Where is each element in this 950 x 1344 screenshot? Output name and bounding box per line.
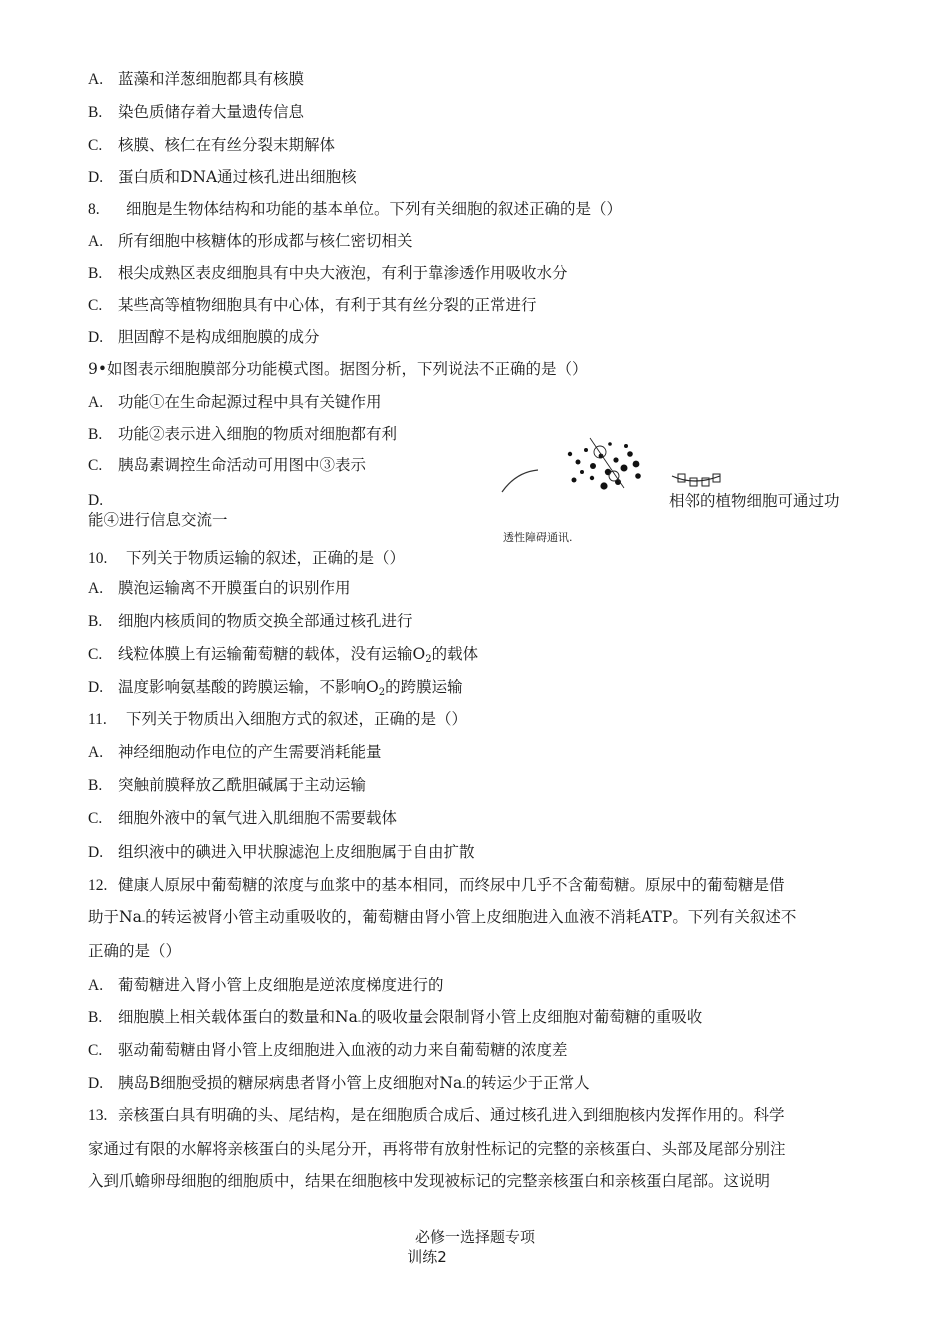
option-text: 葡萄糖进入肾小管上皮细胞是逆浓度梯度进行的 <box>118 976 444 994</box>
q11-option-d <box>88 842 475 863</box>
option-letter: A. <box>88 744 104 761</box>
option-letter: B. <box>88 104 103 121</box>
question-text: 家通过有限的水解将亲核蛋白的头尾分开，再将带有放射性标记的完整的亲核蛋白、头部及尾部分别注 <box>88 1140 786 1158</box>
q8-option-c <box>88 295 537 316</box>
q7-option-c <box>88 135 335 156</box>
question-text: 助于Na <box>88 908 142 926</box>
option-text: 胰岛素调控生命活动可用图中③表示 <box>118 456 367 474</box>
ion-mark: - <box>141 916 146 927</box>
q11-option-c <box>88 808 397 829</box>
ion-mark: - <box>357 1016 362 1027</box>
question-text: 亲核蛋白具有明确的头、尾结构，是在细胞质合成后、通过核孔进入到细胞核内发挥作用的。科学 <box>118 1106 785 1124</box>
option-letter: C. <box>88 137 103 154</box>
q7-option-d <box>88 167 357 188</box>
option-letter: C. <box>88 457 103 474</box>
figure-caption: 透性障碍通讯. <box>503 531 573 544</box>
option-letter: B. <box>88 777 103 794</box>
option-text: 温度影响氨基酸的跨膜运输，不影响O <box>118 678 379 696</box>
option-letter: C. <box>88 1042 103 1059</box>
option-letter: A. <box>88 977 104 994</box>
subscript: 2 <box>425 654 432 665</box>
q12-stem-line1 <box>88 875 785 896</box>
option-letter: A. <box>88 71 104 88</box>
option-letter: D. <box>88 169 104 186</box>
footer-subtitle: 训练2 <box>407 1248 447 1266</box>
q9-option-d-text: 相邻的植物细胞可通过功 <box>669 492 840 510</box>
question-text: 正确的是（） <box>88 942 182 960</box>
particle-cluster <box>568 442 641 489</box>
option-letter: C. <box>88 810 103 827</box>
q12-option-d <box>88 1073 590 1098</box>
option-text: 功能①在生命起源过程中具有关键作用 <box>118 393 382 411</box>
question-number: 13. <box>88 1107 108 1124</box>
q13-stem-line3 <box>88 1171 770 1191</box>
option-letter: D. <box>88 1075 104 1092</box>
q10-stem <box>88 548 405 569</box>
q9-option-d-continued <box>88 510 228 530</box>
question-text-end: 的转运被肾小管主动重吸收的，葡萄糖由肾小管上皮细胞进入血液不消耗ATP。下列有关叙述不 <box>145 908 797 926</box>
q10-option-a <box>88 578 351 599</box>
option-letter: C. <box>88 297 103 314</box>
q8-option-b <box>88 263 568 284</box>
q13-stem-line2 <box>88 1139 786 1159</box>
option-text: 蓝藻和洋葱细胞都具有核膜 <box>118 70 305 88</box>
option-text: 细胞内核质间的物质交换全部通过核孔进行 <box>118 612 413 630</box>
q9-option-a <box>88 392 382 413</box>
q12-option-c <box>88 1040 568 1061</box>
q9-option-d-letter <box>88 490 118 511</box>
subscript: 2 <box>378 687 386 698</box>
option-letter: D. <box>88 492 104 509</box>
option-text: 蛋白质和DNA通过核孔进出细胞核 <box>118 168 357 186</box>
question-number: 11. <box>88 711 107 728</box>
option-text: 神经细胞动作电位的产生需要消耗能量 <box>118 743 382 761</box>
option-text: 核膜、核仁在有丝分裂末期解体 <box>118 136 336 154</box>
option-letter: B. <box>88 1009 103 1026</box>
q9-stem <box>88 359 588 379</box>
option-text: 所有细胞中核糖体的形成都与核仁密切相关 <box>118 232 413 250</box>
q13-stem-line1 <box>88 1105 785 1126</box>
option-text: 染色质储存着大量遗传信息 <box>118 103 305 121</box>
option-letter: D. <box>88 679 104 696</box>
option-letter: B. <box>88 613 103 630</box>
q9-option-c <box>88 455 366 476</box>
option-letter: A. <box>88 580 104 597</box>
q10-option-b <box>88 611 413 632</box>
q10-option-d <box>88 677 463 703</box>
option-text: 细胞外液中的氧气进入肌细胞不需要载体 <box>118 809 398 827</box>
option-letter: D. <box>88 844 104 861</box>
q11-stem <box>88 709 467 730</box>
q10-option-c <box>88 644 478 670</box>
question-number: 10. <box>88 550 108 567</box>
q11-option-b <box>88 775 366 796</box>
question-text: 下列关于物质出入细胞方式的叙述，正确的是（） <box>126 710 468 728</box>
option-text: 组织液中的碘进入甲状腺滤泡上皮细胞属于自由扩散 <box>118 843 475 861</box>
option-letter: A. <box>88 233 104 250</box>
option-text: 驱动葡萄糖由肾小管上皮细胞进入血液的动力来自葡萄糖的浓度差 <box>118 1041 568 1059</box>
question-text: 下列关于物质运输的叙述，正确的是（） <box>126 549 406 567</box>
option-letter: B. <box>88 426 103 443</box>
q7-option-b <box>88 102 304 123</box>
question-text: 健康人原尿中葡萄糖的浓度与血浆中的基本相同，而终尿中几乎不含葡萄糖。原尿中的葡萄糖是借 <box>118 876 785 894</box>
question-text: 入到爪蟾卵母细胞的细胞质中，结果在细胞核中发现被标记的完整亲核蛋白和亲核蛋白尾部。这说明 <box>88 1172 771 1190</box>
option-text-end: 的载体 <box>431 645 479 663</box>
option-text: 突触前膜释放乙酰胆碱属于主动运输 <box>118 776 367 794</box>
q12-stem-line3 <box>88 941 181 961</box>
question-number: 8. <box>88 201 100 218</box>
option-text: 线粒体膜上有运输葡萄糖的载体，没有运输O <box>118 645 426 663</box>
ion-mark: - <box>462 1082 466 1093</box>
question-text: 细胞是生物体结构和功能的基本单位。下列有关细胞的叙述正确的是（） <box>126 200 623 218</box>
q9-option-b <box>88 424 397 445</box>
option-text: 根尖成熟区表皮细胞具有中央大液泡，有利于靠渗透作用吸收水分 <box>118 264 568 282</box>
q12-option-b <box>88 1007 702 1032</box>
q12-stem-line2 <box>88 907 796 932</box>
q12-option-a <box>88 975 444 996</box>
footer-title: 必修一选择题专项 <box>414 1228 535 1246</box>
option-text: 细胞膜上相关载体蛋白的数量和Na <box>118 1008 358 1026</box>
membrane-arc <box>502 470 538 492</box>
pointer-line <box>590 438 624 488</box>
question-number: 12. <box>88 877 108 894</box>
q8-option-d <box>88 327 320 348</box>
option-text-end: 的吸收量会限制肾小管上皮细胞对葡萄糖的重吸收 <box>361 1008 703 1026</box>
option-text: 某些高等植物细胞具有中心体，有利于其有丝分裂的正常进行 <box>118 296 537 314</box>
q8-stem <box>88 199 622 220</box>
option-text: 功能②表示进入细胞的物质对细胞都有利 <box>118 425 398 443</box>
option-letter: B. <box>88 265 103 282</box>
option-letter: D. <box>88 329 104 346</box>
option-letter: A. <box>88 394 104 411</box>
option-text-end: 的转运少于正常人 <box>465 1074 590 1092</box>
option-text: 能④进行信息交流一 <box>88 511 228 529</box>
option-text: 胆固醇不是构成细胞膜的成分 <box>118 328 320 346</box>
option-text: 膜泡运输离不开膜蛋白的识别作用 <box>118 579 351 597</box>
question-text: 9•如图表示细胞膜部分功能模式图。据图分析，下列说法不正确的是（） <box>88 360 588 378</box>
q11-option-a <box>88 742 382 763</box>
q8-option-a <box>88 231 413 252</box>
option-text: 胰岛B细胞受损的糖尿病患者肾小管上皮细胞对Na <box>118 1074 463 1092</box>
q7-option-a <box>88 69 304 90</box>
option-text-end: 的跨膜运输 <box>385 678 463 696</box>
option-letter: C. <box>88 646 103 663</box>
